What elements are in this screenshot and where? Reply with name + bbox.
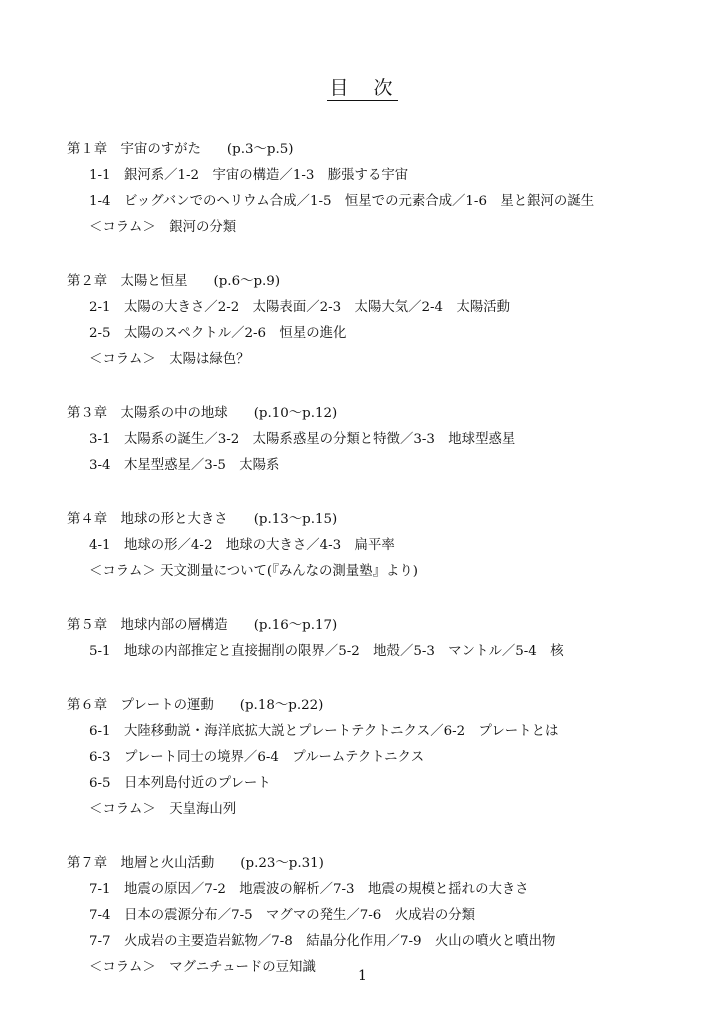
- chapter-page-range: (p.6〜p.9): [213, 274, 281, 289]
- section-line: 2-5 太陽のスペクトル／2-6 恒星の進化: [89, 326, 347, 341]
- chapter-title: 第５章 地球内部の層構造: [67, 618, 228, 633]
- section-line: 3-4 木星型惑星／3-5 太陽系: [89, 458, 280, 473]
- chapter-heading: [67, 613, 697, 639]
- chapter-7: [67, 851, 697, 981]
- chapter-page-range: (p.3〜p.5): [226, 142, 294, 157]
- chapter-page-range: (p.16〜p.17): [253, 618, 338, 633]
- chapter-1: [67, 137, 697, 241]
- table-of-contents: [67, 137, 697, 1009]
- chapter-2: [67, 269, 697, 373]
- chapter-heading: [67, 693, 697, 719]
- chapter-heading: [67, 137, 697, 163]
- column-line: ＜コラム＞ 太陽は緑色？: [89, 352, 250, 367]
- chapter-page-range: (p.23〜p.31): [240, 856, 324, 871]
- section-line: 6-3 プレート同士の境界／6-4 プルームテクトニクス: [89, 750, 425, 765]
- column-line: ＜コラム＞ 銀河の分類: [89, 220, 237, 235]
- section-line: 3-1 太陽系の誕生／3-2 太陽系惑星の分類と特徴／3-3 地球型惑星: [89, 432, 516, 447]
- section-line: 4-1 地球の形／4-2 地球の大きさ／4-3 扁平率: [89, 538, 395, 553]
- chapter-page-range: (p.13〜p.15): [253, 512, 338, 527]
- section-line: 6-5 日本列島付近のプレート: [89, 776, 271, 791]
- chapter-5: [67, 613, 697, 665]
- section-line: 1-1 銀河系／1-2 宇宙の構造／1-3 膨張する宇宙: [89, 168, 409, 183]
- chapter-heading: [67, 401, 697, 427]
- chapter-page-range: (p.10〜p.12): [253, 406, 338, 421]
- chapter-6: [67, 693, 697, 823]
- section-line: 6-1 大陸移動説・海洋底拡大説とプレートテクトニクス／6-2 プレートとは: [89, 724, 559, 739]
- column-line: ＜コラム＞ マグニチュードの豆知識: [89, 960, 316, 975]
- chapter-page-range: (p.18〜p.22): [239, 698, 324, 713]
- section-line: 7-4 日本の震源分布／7-5 マグマの発生／7-6 火成岩の分類: [89, 908, 476, 923]
- chapter-3: [67, 401, 697, 479]
- chapter-4: [67, 507, 697, 585]
- column-line: ＜コラム＞ 天皇海山列: [89, 802, 237, 817]
- page-number: 1: [358, 968, 367, 984]
- chapter-heading: [67, 507, 697, 533]
- page-title: [0, 73, 725, 100]
- chapter-title: 第６章 プレートの運動: [67, 698, 214, 713]
- section-line: 1-4 ビッグバンでのヘリウム合成／1-5 恒星での元素合成／1-6 星と銀河の誕生: [89, 194, 595, 209]
- chapter-title: 第１章 宇宙のすがた: [67, 142, 201, 157]
- section-line: 7-7 火成岩の主要造岩鉱物／7-8 結晶分化作用／7-9 火山の噴火と噴出物: [89, 934, 556, 949]
- section-line: 7-1 地震の原因／7-2 地震波の解析／7-3 地震の規模と揺れの大きさ: [89, 882, 529, 897]
- column-line: ＜コラム＞ 天文測量について(『みんなの測量塾』より): [89, 564, 418, 579]
- chapter-title: 第３章 太陽系の中の地球: [67, 406, 228, 421]
- section-line: 5-1 地球の内部推定と直接掘削の限界／5-2 地殻／5-3 マントル／5-4 核: [89, 644, 564, 659]
- chapter-title: 第４章 地球の形と大きさ: [67, 512, 228, 527]
- section-line: 2-1 太陽の大きさ／2-2 太陽表面／2-3 太陽大気／2-4 太陽活動: [89, 300, 511, 315]
- page-title-text: 目 次: [329, 77, 396, 99]
- chapter-heading: [67, 851, 697, 877]
- chapter-heading: [67, 269, 697, 295]
- chapter-title: 第７章 地層と火山活動: [67, 856, 215, 871]
- chapter-title: 第２章 太陽と恒星: [67, 274, 188, 289]
